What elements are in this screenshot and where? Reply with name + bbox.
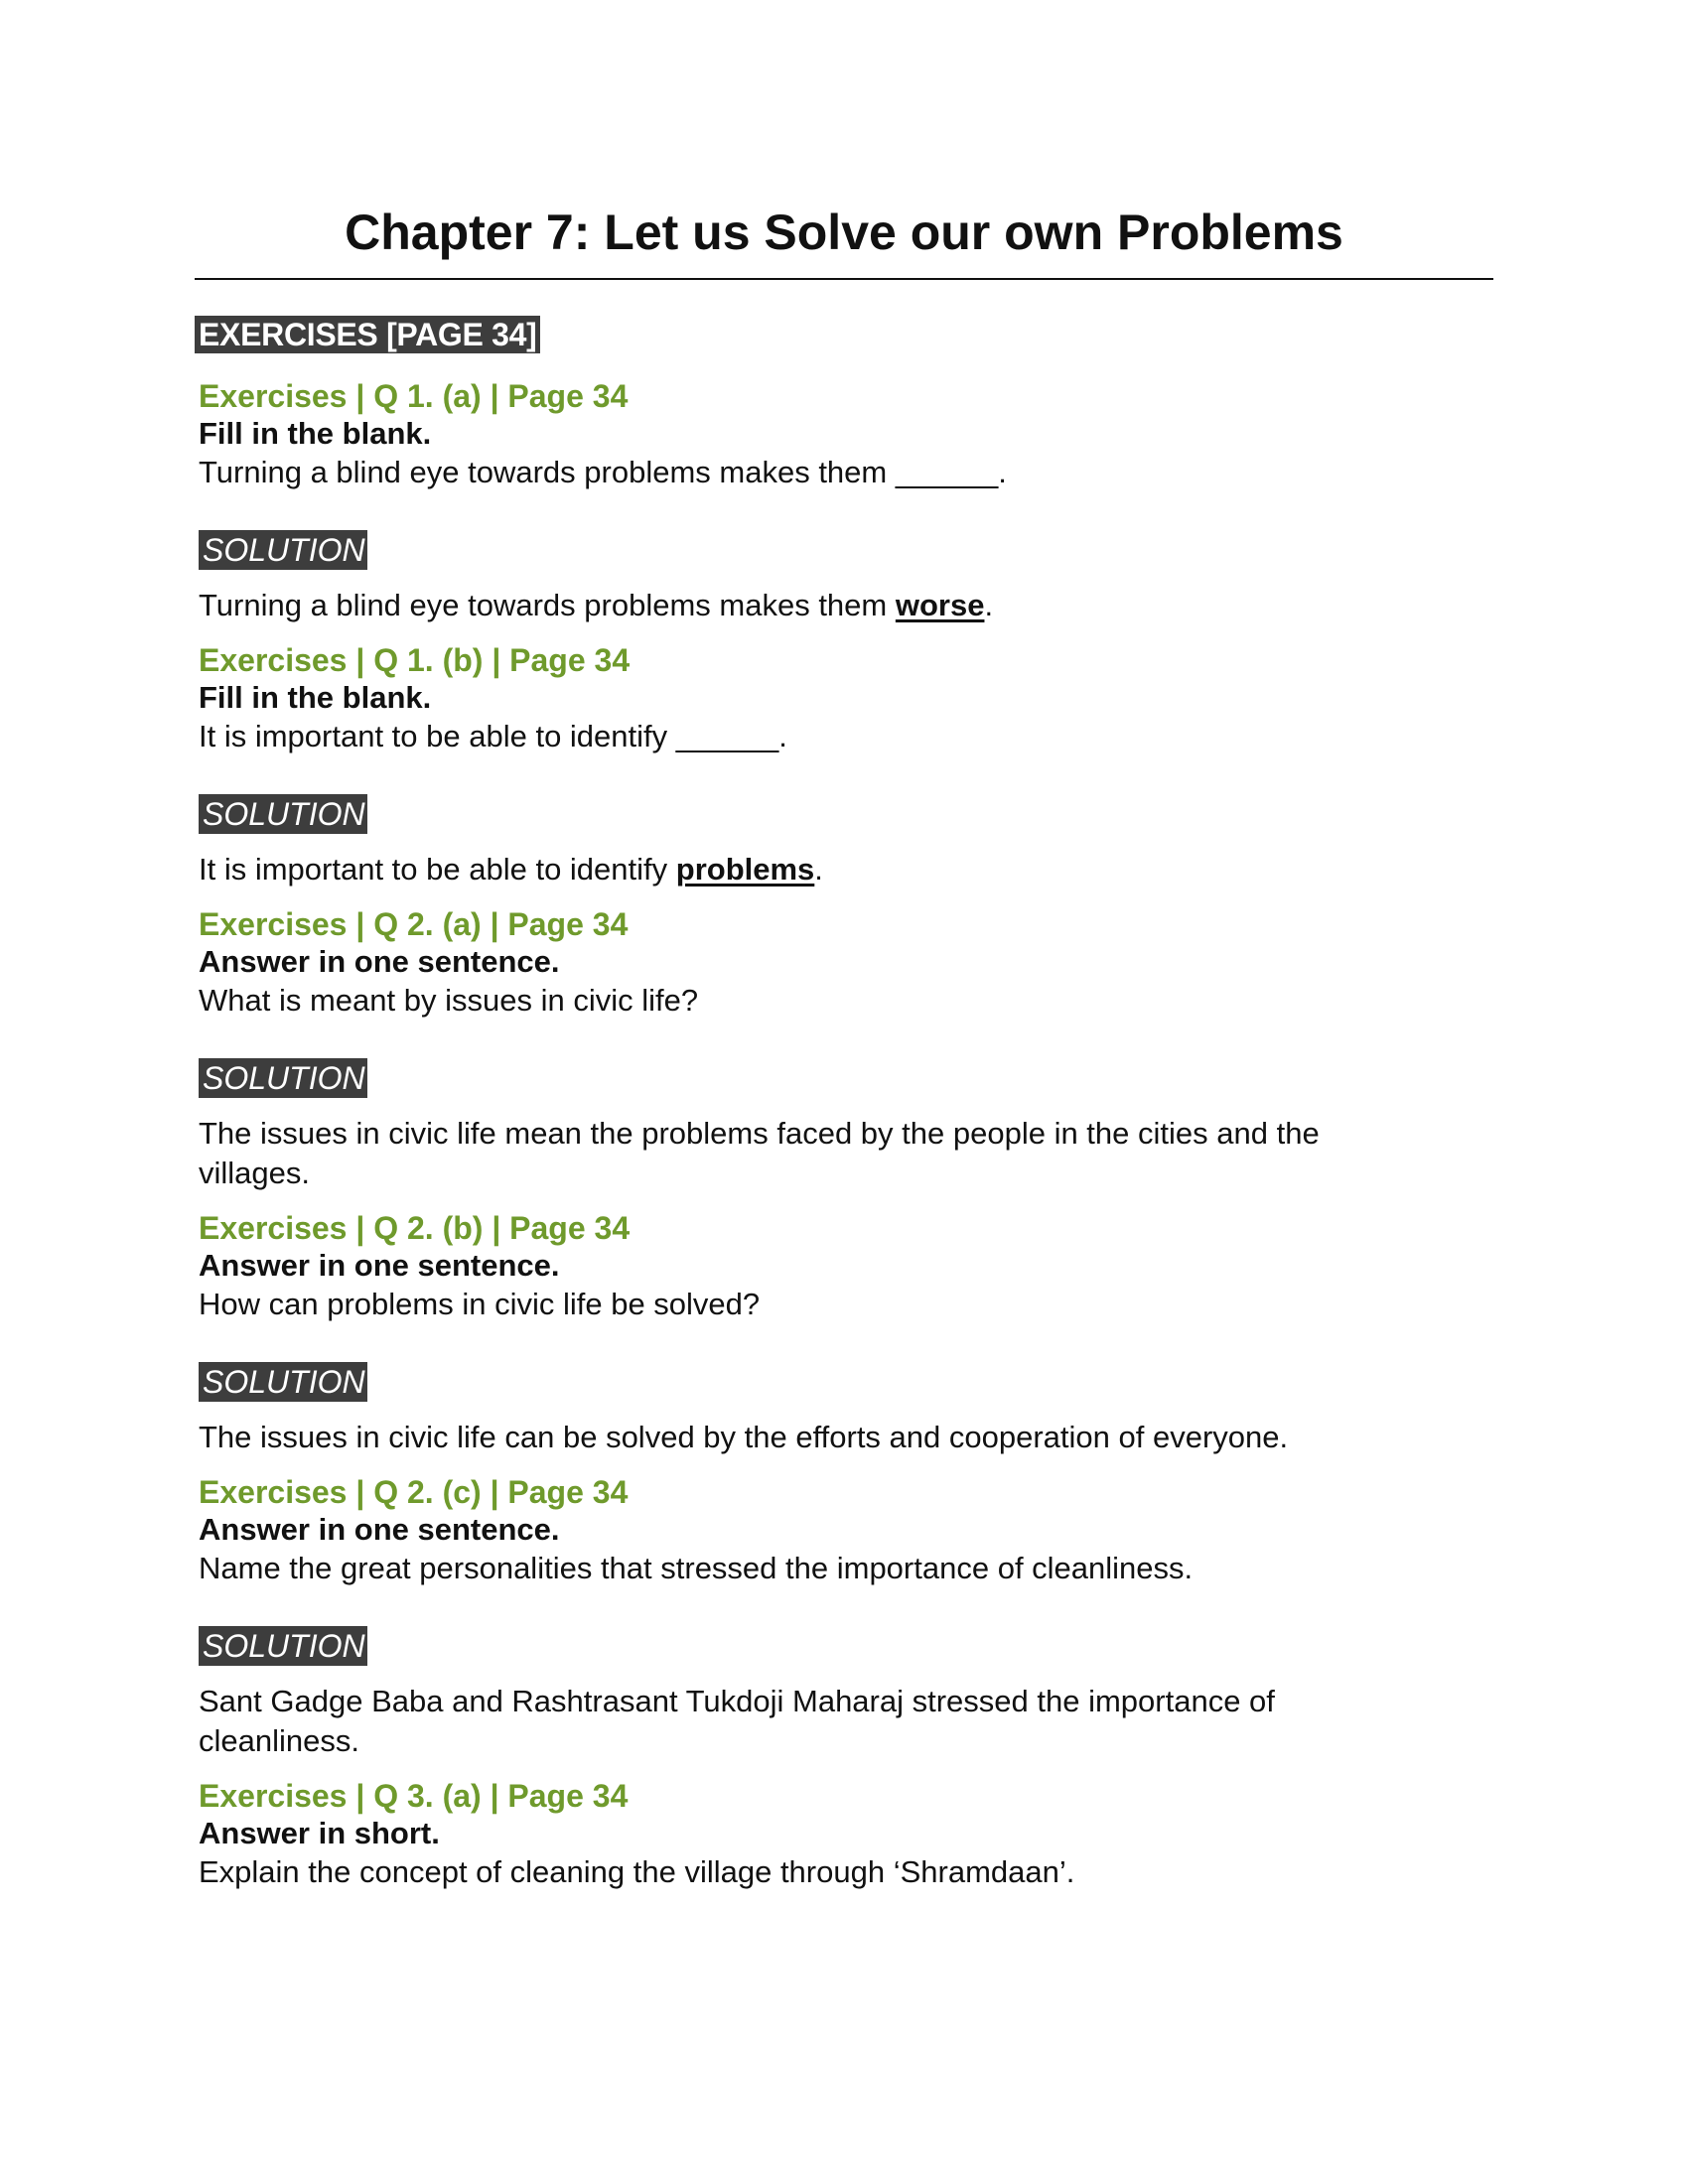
solution-badge: SOLUTION xyxy=(199,794,367,834)
question-type: Fill in the blank. xyxy=(199,416,432,451)
solution-text: The issues in civic life can be solved by the efforts and cooperation of everyone. xyxy=(199,1420,1289,1454)
question-text: Explain the concept of cleaning the village through ‘Shramdaan’. xyxy=(199,1854,1075,1889)
solution-text-after: . xyxy=(984,588,994,622)
question-heading: Exercises | Q 1. (a) | Page 34 xyxy=(199,378,629,414)
question-type: Answer in one sentence. xyxy=(199,944,560,979)
question-heading: Exercises | Q 3. (a) | Page 34 xyxy=(199,1778,629,1814)
solution-badge: SOLUTION xyxy=(199,1362,367,1402)
solution-badge: SOLUTION xyxy=(199,1058,367,1098)
question-type: Answer in one sentence. xyxy=(199,1248,560,1283)
question-block-q2c xyxy=(195,1473,1493,1761)
solution-badge: SOLUTION xyxy=(199,530,367,570)
document-page xyxy=(195,189,1493,1892)
title-divider xyxy=(195,278,1493,280)
question-type: Answer in short. xyxy=(199,1816,440,1850)
question-heading: Exercises | Q 2. (a) | Page 34 xyxy=(199,906,629,942)
question-type: Fill in the blank. xyxy=(199,680,432,715)
question-text: It is important to be able to identify ______. xyxy=(199,719,787,753)
solution-text-after: . xyxy=(814,852,823,887)
question-heading: Exercises | Q 2. (c) | Page 34 xyxy=(199,1474,629,1510)
question-block-q2a xyxy=(195,905,1493,1193)
question-heading: Exercises | Q 2. (b) | Page 34 xyxy=(199,1210,631,1246)
solution-badge: SOLUTION xyxy=(199,1626,367,1666)
solution-text xyxy=(195,850,1493,889)
question-text: Turning a blind eye towards problems makes them ______. xyxy=(199,455,1007,489)
solution-text xyxy=(195,586,1493,625)
question-block-q1a xyxy=(195,377,1493,625)
solution-text: The issues in civic life mean the problems faced by the people in the cities and the villages. xyxy=(199,1116,1320,1190)
solution-text: Sant Gadge Baba and Rashtrasant Tukdoji Maharaj stressed the importance of cleanliness. xyxy=(199,1684,1275,1758)
page-title: Chapter 7: Let us Solve our own Problems xyxy=(345,205,1343,260)
question-text: Name the great personalities that stressed the importance of cleanliness. xyxy=(199,1551,1194,1585)
question-block-q2b xyxy=(195,1209,1493,1457)
question-heading: Exercises | Q 1. (b) | Page 34 xyxy=(199,642,631,678)
question-text: What is meant by issues in civic life? xyxy=(199,983,699,1018)
question-block-q1b xyxy=(195,641,1493,889)
answer-word: worse xyxy=(895,588,985,622)
solution-text-before: It is important to be able to identify xyxy=(199,852,676,887)
question-block-q3a xyxy=(195,1777,1493,1892)
question-text: How can problems in civic life be solved? xyxy=(199,1287,761,1321)
answer-word: problems xyxy=(675,852,815,887)
solution-text-before: Turning a blind eye towards problems makes them xyxy=(199,588,896,622)
section-badge: EXERCISES [PAGE 34] xyxy=(195,316,540,353)
question-type: Answer in one sentence. xyxy=(199,1512,560,1547)
